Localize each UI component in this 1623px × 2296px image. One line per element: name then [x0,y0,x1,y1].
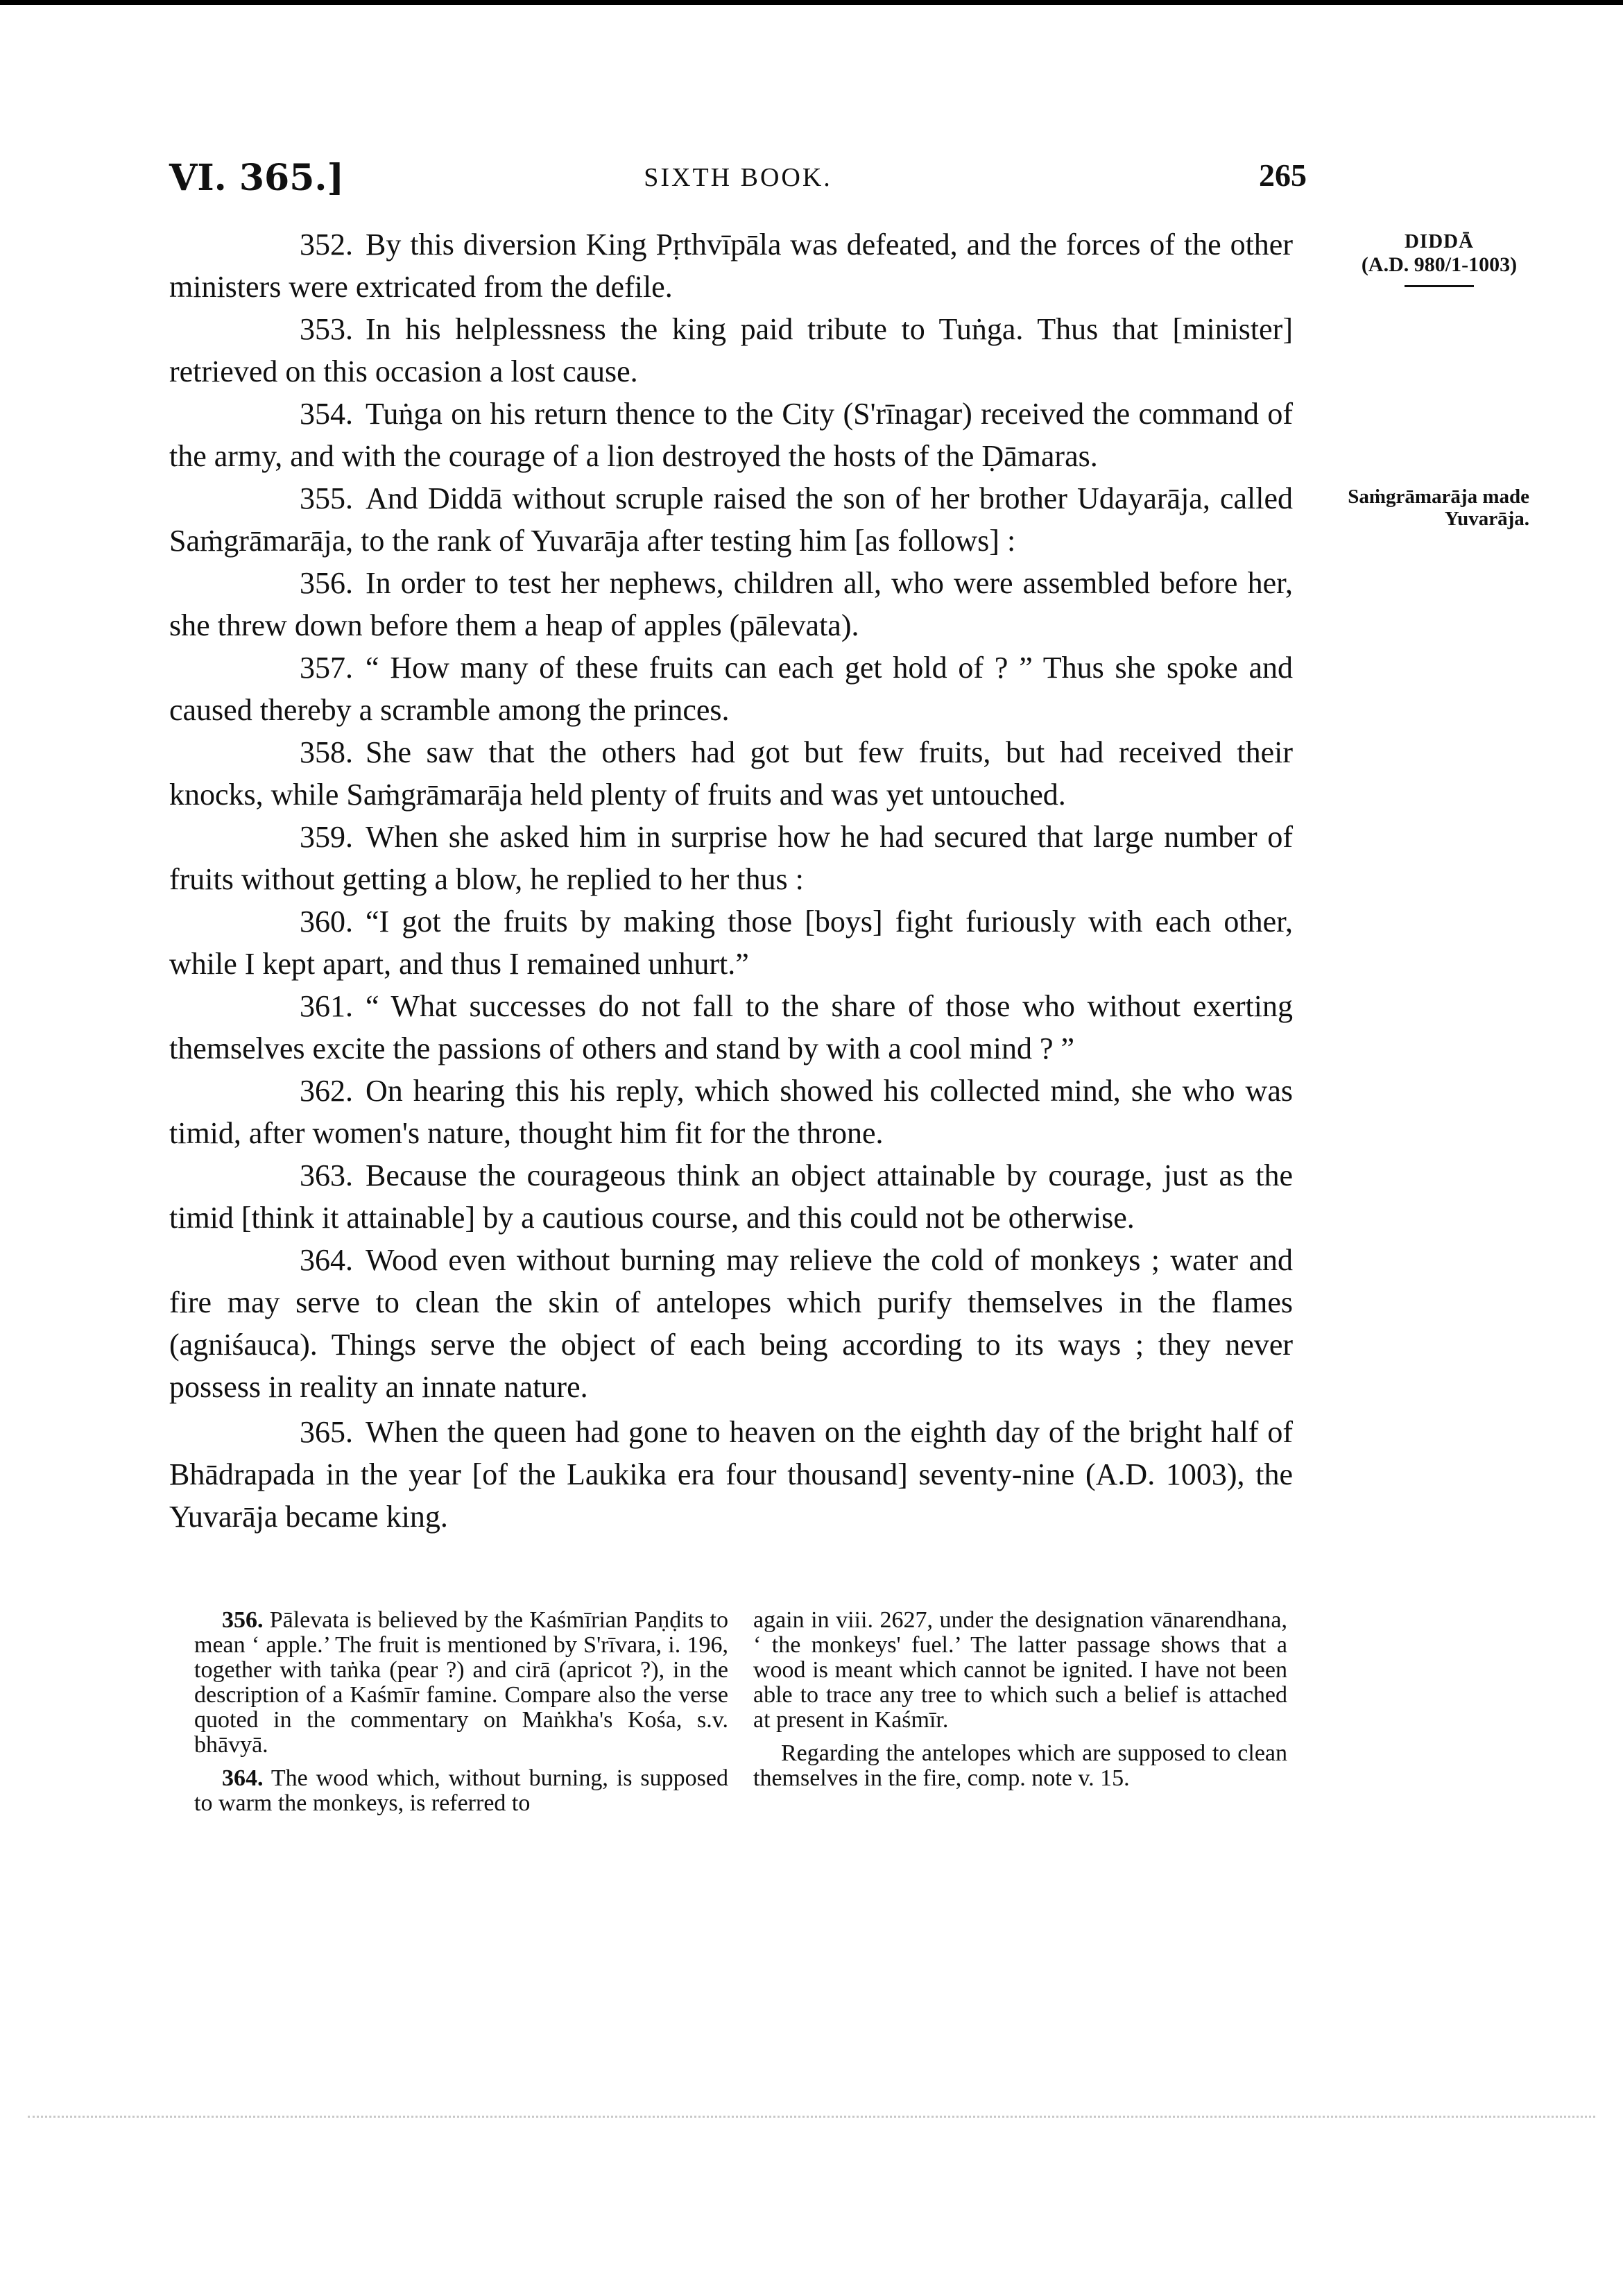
top-edge-rule [0,0,1623,5]
verse-355 [169,477,1293,562]
marginal-rule [1405,285,1474,287]
verse-358 [169,731,1293,816]
verse-text: “ What successes do not fall to the share of those who without exerting themselves excite the passions of others and stand by with a cool mind ? ” [169,989,1293,1065]
verse-text: And Diddā without scruple raised the son of her brother Udayarāja, called Saṁgrāmarāja, to the rank of Yuvarāja after testing him [as follows] : [169,481,1293,558]
verse-number: 359. [300,820,353,854]
footnote-column-right [753,1608,1287,1791]
footnote-number: 356. [222,1607,264,1633]
verse-365 [169,1411,1293,1538]
page-number: 265 [1259,157,1307,193]
verse-text: Wood even without burning may relieve the cold of monkeys ; water and fire may serve to clean the skin of antelopes which purify themselves in the flames (agniśauca). Things serve the object of each being according to its ways ; they never possess in reality an innate nature. [169,1243,1293,1404]
verse-text: She saw that the others had got but few fruits, but had received their knocks, while Saṁgrāmarāja held plenty of fruits and was yet untouched. [169,735,1293,812]
verse-text: By this diversion King Pṛthvīpāla was defeated, and the forces of the other ministers were extricated from the defile. [169,228,1293,304]
verse-number: 352. [300,228,353,262]
verse-number: 357. [300,651,353,685]
verse-text: In his helplessness the king paid tribute to Tuṅga. Thus that [minister] retrieved on this occasion a lost cause. [169,312,1293,388]
verse-text: When the queen had gone to heaven on the eighth day of the bright half of Bhādrapada in the year [of the Laukika era four thousand] seventy-nine (A.D. 1003), the Yuvarāja became king. [169,1415,1293,1534]
verse-362 [169,1070,1293,1154]
marginal-note-didda [1321,230,1557,287]
verse-number: 363. [300,1158,353,1192]
verse-number: 356. [300,566,353,600]
footnote-text: Pālevata is believed by the Kaśmīrian Paṇḍits to mean ‘ apple.’ The fruit is mentioned by S'rīvara, i. 196, together with taṅka (pear ?) and cirā (apricot ?), in the description of a Kaśmīr famine. Compare also the verse quoted in the commentary on Maṅkha's Kośa, s.v. bhāvyā. [194,1607,728,1758]
verse-359 [169,816,1293,900]
verse-text: “ How many of these fruits can each get hold of ? ” Thus she spoke and caused thereby a scramble among the princes. [169,651,1293,727]
verse-356 [169,562,1293,646]
verse-number: 360. [300,905,353,939]
footnote-column-left [194,1608,728,1816]
marginal-note-yuvaraja: Saṁgrāmarāja made Yuvarāja. [1348,486,1529,530]
footnote-356 [194,1608,728,1758]
verse-357 [169,646,1293,731]
verse-353 [169,308,1293,393]
verse-352 [169,223,1293,308]
verse-number: 361. [300,989,353,1023]
footnote-364 [194,1766,728,1816]
verse-text: Because the courageous think an object attainable by courage, just as the timid [think it attainable] by a cautious course, and this could not be otherwise. [169,1158,1293,1235]
footnote-text: The wood which, without burning, is supposed to warm the monkeys, is referred to [194,1765,728,1816]
verse-number: 358. [300,735,353,769]
footnote-antelopes: Regarding the antelopes which are supposed to clean themselves in the fire, comp. note v. 15. [753,1740,1287,1791]
verse-number: 353. [300,312,353,346]
verse-number: 355. [300,481,353,515]
verse-364 [169,1239,1293,1408]
verse-number: 364. [300,1243,353,1277]
verse-text: When she asked him in surprise how he had secured that large number of fruits without getting a blow, he replied to her thus : [169,820,1293,896]
marginal-didda-years: (A.D. 980/1-1003) [1361,253,1518,276]
verse-text: On hearing this his reply, which showed his collected mind, she who was timid, after women's nature, thought him fit for the throne. [169,1074,1293,1150]
verse-text: In order to test her nephews, children all, who were assembled before her, she threw down before them a heap of apples (pālevata). [169,566,1293,642]
verse-360 [169,900,1293,985]
verse-354 [169,393,1293,477]
footnote-364-continued: again in viii. 2627, under the designation vānarendhana, ‘ the monkeys' fuel.’ The latter passage shows that a wood is meant which cannot be ignited. I have not been able to trace any tree to which such a belief is attached at present in Kaśmīr. [753,1607,1287,1733]
header-book-title: SIXTH BOOK. [644,163,832,192]
verse-361 [169,985,1293,1070]
main-text [169,223,1293,1538]
header-verse-ref: VI. 365.] [169,157,345,199]
verse-number: 362. [300,1074,353,1108]
verse-number: 354. [300,397,353,431]
verse-text: Tuṅga on his return thence to the City (S'rīnagar) received the command of the army, and with the courage of a lion destroyed the hosts of the Ḍāmaras. [169,397,1293,473]
verse-text: “I got the fruits by making those [boys] fight furiously with each other, while I kept apart, and thus I remained unhurt.” [169,905,1293,981]
footnote-number: 364. [222,1765,264,1791]
verse-363 [169,1154,1293,1239]
marginal-didda-name: DIDDĀ [1404,230,1475,252]
running-header [169,157,1307,205]
verse-number: 365. [300,1415,353,1449]
scan-edge-dots [28,2116,1595,2118]
